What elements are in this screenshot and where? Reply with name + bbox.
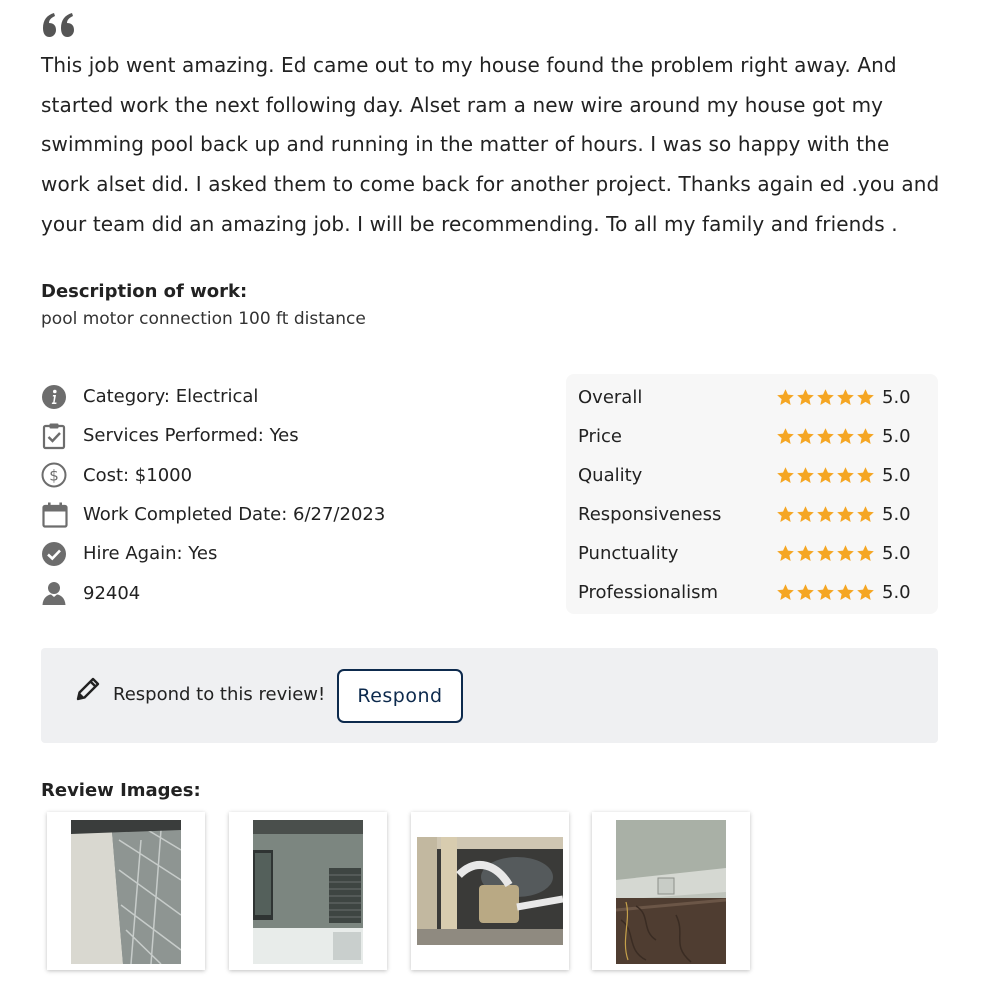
- detail-text: Cost: $1000: [83, 464, 193, 486]
- star-icon: [776, 505, 795, 524]
- review-image-3[interactable]: [411, 812, 569, 970]
- clipboard-check-icon: [41, 421, 71, 451]
- rating-label: Punctuality: [578, 542, 679, 564]
- star-icon: [796, 583, 815, 602]
- detail-completed-date: [41, 495, 561, 534]
- rating-label: Quality: [578, 464, 643, 486]
- dollar-icon: [41, 460, 71, 490]
- star-rating: [776, 388, 882, 407]
- star-icon: [816, 505, 835, 524]
- detail-zip: [41, 573, 561, 612]
- star-icon: [796, 544, 815, 563]
- star-icon: [816, 544, 835, 563]
- star-icon: [816, 583, 835, 602]
- star-icon: [816, 466, 835, 485]
- star-icon: [776, 583, 795, 602]
- detail-text: 92404: [83, 582, 141, 604]
- star-icon: [836, 427, 855, 446]
- star-rating: [776, 466, 882, 485]
- check-circle-icon: [41, 539, 71, 569]
- star-icon: [796, 505, 815, 524]
- user-icon: [41, 578, 71, 608]
- quote-icon: [41, 12, 77, 38]
- rating-label: Responsiveness: [578, 503, 722, 525]
- ratings-panel: [566, 374, 938, 614]
- star-icon: [776, 544, 795, 563]
- star-icon: [816, 427, 835, 446]
- review-image-4[interactable]: [592, 812, 750, 970]
- star-icon: [856, 466, 875, 485]
- calendar-icon: [41, 500, 71, 530]
- rating-row-punctuality: [578, 538, 928, 568]
- detail-text: Category: Electrical: [83, 386, 259, 408]
- detail-services: [41, 416, 561, 455]
- rating-value: 5.0: [882, 542, 911, 564]
- detail-cost: [41, 456, 561, 495]
- star-icon: [796, 427, 815, 446]
- detail-text: Work Completed Date: 6/27/2023: [83, 504, 386, 526]
- rating-value: 5.0: [882, 581, 911, 603]
- rating-value: 5.0: [882, 464, 911, 486]
- review-details: [41, 377, 561, 613]
- star-icon: [816, 388, 835, 407]
- info-icon: [41, 382, 71, 412]
- star-icon: [856, 388, 875, 407]
- star-icon: [836, 505, 855, 524]
- detail-text: Services Performed: Yes: [83, 425, 299, 447]
- description-value: pool motor connection 100 ft distance: [41, 309, 366, 329]
- svg-text:$: $: [49, 466, 59, 485]
- star-rating: [776, 583, 882, 602]
- star-icon: [856, 505, 875, 524]
- respond-label: Respond to this review!: [113, 684, 326, 705]
- star-rating: [776, 505, 882, 524]
- rating-value: 5.0: [882, 425, 911, 447]
- star-icon: [836, 583, 855, 602]
- detail-hire-again: [41, 534, 561, 573]
- pencil-icon: [74, 675, 102, 703]
- rating-row-responsiveness: [578, 499, 928, 529]
- star-icon: [776, 427, 795, 446]
- rating-label: Overall: [578, 386, 643, 408]
- review-image-2[interactable]: [229, 812, 387, 970]
- rating-row-professionalism: [578, 577, 928, 607]
- star-rating: [776, 544, 882, 563]
- star-icon: [776, 466, 795, 485]
- detail-category: [41, 377, 561, 416]
- star-icon: [856, 583, 875, 602]
- star-icon: [836, 466, 855, 485]
- rating-label: Price: [578, 425, 622, 447]
- detail-text: Hire Again: Yes: [83, 543, 218, 565]
- star-icon: [776, 388, 795, 407]
- rating-value: 5.0: [882, 386, 911, 408]
- respond-panel: [41, 648, 938, 743]
- rating-row-price: [578, 421, 928, 451]
- rating-value: 5.0: [882, 503, 911, 525]
- rating-row-overall: [578, 382, 928, 412]
- star-icon: [856, 544, 875, 563]
- rating-row-quality: [578, 460, 928, 490]
- star-icon: [856, 427, 875, 446]
- rating-label: Professionalism: [578, 581, 719, 603]
- respond-button[interactable]: Respond: [337, 669, 463, 723]
- star-rating: [776, 427, 882, 446]
- star-icon: [836, 544, 855, 563]
- star-icon: [796, 466, 815, 485]
- review-images-label: Review Images:: [41, 780, 201, 801]
- star-icon: [796, 388, 815, 407]
- star-icon: [836, 388, 855, 407]
- review-image-1[interactable]: [47, 812, 205, 970]
- review-text: This job went amazing. Ed came out to my house found the problem right away. And started work the next following day. Alset ram a new wire around my house got my swimming pool back up and running in the matter of hours. I was so happy with the work alset did. I asked them to come back for another project. Thanks again ed .you and your team did an amazing job. I will be recommending. To all my family and friends .: [41, 53, 940, 236]
- description-label: Description of work:: [41, 281, 248, 302]
